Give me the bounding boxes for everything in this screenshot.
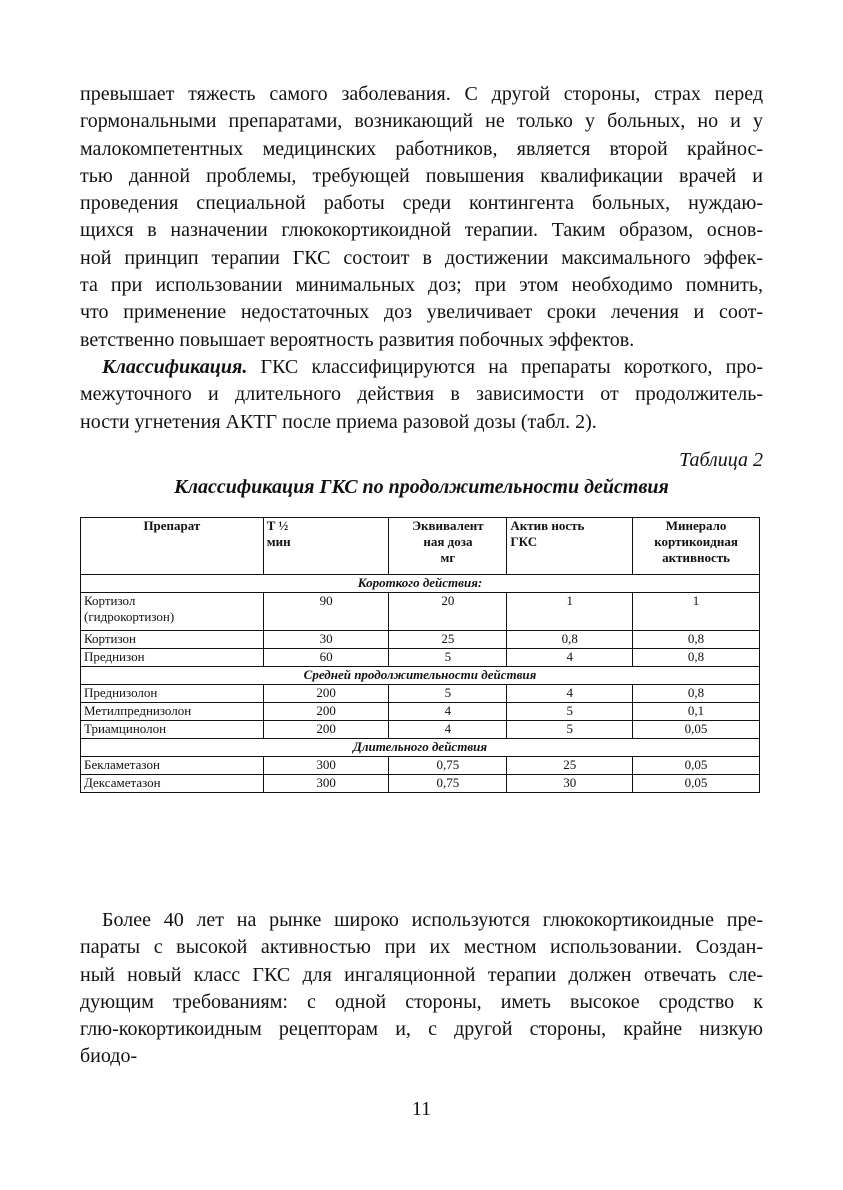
half-life-value: 60 bbox=[263, 649, 389, 667]
drug-name: Бекламетазон bbox=[81, 757, 264, 775]
mineral-value: 0,8 bbox=[633, 685, 760, 703]
bottom-paragraph bbox=[80, 907, 763, 1071]
table-title: Классификация ГКС по продолжительности действия bbox=[174, 476, 669, 498]
half-life-value: 200 bbox=[263, 685, 389, 703]
drug-name: Кортизон bbox=[81, 631, 264, 649]
paragraph-line: биодо- bbox=[80, 1045, 138, 1068]
drug-name: Метилпреднизолон bbox=[81, 703, 264, 721]
paragraph-line: что применение недостаточных доз увеличивает сроки лечения и соот- bbox=[80, 301, 763, 324]
activity-value: 25 bbox=[507, 757, 633, 775]
paragraph-line: ности угнетения АКТГ после приема разовой дозы (табл. 2). bbox=[80, 410, 597, 433]
paragraph-line: проведения специальной работы среди контингента больных, нуждаю- bbox=[80, 192, 763, 215]
activity-value: 4 bbox=[507, 649, 633, 667]
activity-value: 5 bbox=[507, 721, 633, 739]
table-header-row bbox=[81, 518, 760, 575]
table-row bbox=[81, 757, 760, 775]
table-row bbox=[81, 649, 760, 667]
paragraph-line: тью данной проблемы, требующей повышения квалификации врачей и bbox=[80, 164, 763, 187]
dose-value: 4 bbox=[389, 721, 507, 739]
classification-text: ГКС классифицируются на препараты короткого, про- bbox=[247, 356, 763, 378]
table-row bbox=[81, 685, 760, 703]
table-row bbox=[81, 703, 760, 721]
drug-name: Преднизолон bbox=[81, 685, 264, 703]
paragraph-line: малокомпетентных медицинских работников, является второй крайнос- bbox=[80, 137, 763, 160]
table-number: Таблица 2 bbox=[679, 449, 763, 471]
drug-name: Дексаметазон bbox=[81, 775, 264, 793]
half-life-value: 30 bbox=[263, 631, 389, 649]
half-life-value: 300 bbox=[263, 757, 389, 775]
classification-paragraph bbox=[80, 354, 763, 436]
mineral-value: 0,05 bbox=[633, 757, 760, 775]
paragraph-line: гормональными препаратами, возникающий не только у больных, но и у bbox=[80, 110, 763, 133]
paragraph-line: глю-кокортикоидным рецепторам и, с другой стороны, крайне низкую bbox=[80, 1018, 763, 1041]
top-paragraph bbox=[80, 81, 763, 354]
mineral-value: 1 bbox=[633, 593, 760, 631]
activity-value: 4 bbox=[507, 685, 633, 703]
table-group-row bbox=[81, 667, 760, 685]
mineral-value: 0,05 bbox=[633, 721, 760, 739]
paragraph-line: дующим требованиям: с одной стороны, иметь высокое сродство к bbox=[80, 990, 763, 1013]
half-life-value: 300 bbox=[263, 775, 389, 793]
paragraph-line: межуточного и длительного действия в зависимости от продолжитель- bbox=[80, 383, 763, 406]
mineral-value: 0,05 bbox=[633, 775, 760, 793]
paragraph-line: ной принцип терапии ГКС состоит в достижении максимального эффек- bbox=[80, 246, 763, 269]
activity-value: 0,8 bbox=[507, 631, 633, 649]
group-long-action: Длительного действия bbox=[81, 739, 760, 757]
paragraph-line: Более 40 лет на рынке широко используются глюкокортикоидные пре- bbox=[102, 909, 763, 931]
table-group-row bbox=[81, 575, 760, 593]
table-row bbox=[81, 721, 760, 739]
group-medium-action: Средней продолжительности действия bbox=[81, 667, 760, 685]
dose-value: 0,75 bbox=[389, 757, 507, 775]
paragraph-line bbox=[80, 354, 763, 381]
header-half-life: T ½ мин bbox=[263, 518, 389, 575]
drug-name: Триамцинолон bbox=[81, 721, 264, 739]
activity-value: 5 bbox=[507, 703, 633, 721]
dose-value: 0,75 bbox=[389, 775, 507, 793]
paragraph-line: та при использовании минимальных доз; при этом необходимо помнить, bbox=[80, 274, 763, 297]
drug-name: Кортизол (гидрокортизон) bbox=[81, 593, 264, 631]
activity-value: 1 bbox=[507, 593, 633, 631]
table-row bbox=[81, 775, 760, 793]
page-number: 11 bbox=[411, 1098, 432, 1120]
drug-name: Преднизон bbox=[81, 649, 264, 667]
mineral-value: 0,1 bbox=[633, 703, 760, 721]
header-gks-activity: Актив ность ГКС bbox=[507, 518, 633, 575]
mineral-value: 0,8 bbox=[633, 631, 760, 649]
paragraph-line: ветственно повышает вероятность развития побочных эффектов. bbox=[80, 328, 635, 351]
dose-value: 5 bbox=[389, 685, 507, 703]
half-life-value: 200 bbox=[263, 721, 389, 739]
half-life-value: 90 bbox=[263, 593, 389, 631]
group-short-action: Короткого действия: bbox=[81, 575, 760, 593]
paragraph-line: параты с высокой активностью при их местном использовании. Создан- bbox=[80, 936, 763, 959]
paragraph-line: ный новый класс ГКС для ингаляционной терапии должен отвечать сле- bbox=[80, 963, 763, 986]
mineral-value: 0,8 bbox=[633, 649, 760, 667]
gks-classification-table bbox=[80, 517, 760, 793]
activity-value: 30 bbox=[507, 775, 633, 793]
dose-value: 5 bbox=[389, 649, 507, 667]
classification-term: Классификация. bbox=[102, 356, 248, 378]
table-row bbox=[81, 593, 760, 631]
dose-value: 20 bbox=[389, 593, 507, 631]
dose-value: 25 bbox=[389, 631, 507, 649]
header-drug: Препарат bbox=[81, 518, 264, 575]
paragraph-line: щихся в назначении глюкокортикоидной терапии. Таким образом, основ- bbox=[80, 219, 763, 242]
dose-value: 4 bbox=[389, 703, 507, 721]
half-life-value: 200 bbox=[263, 703, 389, 721]
table-group-row bbox=[81, 739, 760, 757]
header-equivalent-dose: Эквивалент ная доза мг bbox=[389, 518, 507, 575]
table-row bbox=[81, 631, 760, 649]
header-mineralocorticoid-activity: Минерало кортикоидная активность bbox=[633, 518, 760, 575]
paragraph-line: превышает тяжесть самого заболевания. С другой стороны, страх перед bbox=[80, 83, 763, 105]
